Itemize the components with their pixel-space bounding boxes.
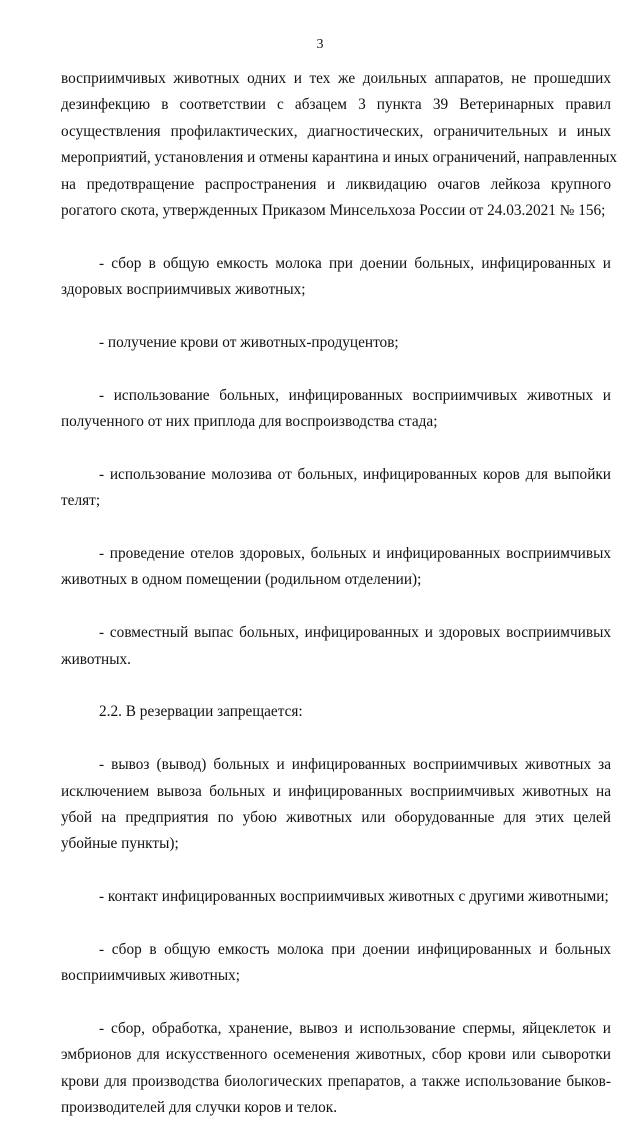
text-line: - вывоз (вывод) больных и инфицированных восприимчивых животных за [99, 756, 611, 774]
text-line: - сбор, обработка, хранение, вывоз и использование спермы, яйцеклеток и [99, 1020, 611, 1038]
text-line: - совместный выпас больных, инфицированных и здоровых восприимчивых [99, 624, 611, 642]
text-line: - использование молозива от больных, инфицированных коров для выпойки [99, 465, 611, 483]
paragraph-gap [61, 673, 611, 699]
paragraph [61, 752, 611, 858]
text-line: дезинфекцию в соответствии с абзацем 3 пункта 39 Ветеринарных правил [61, 96, 611, 114]
text-line: осуществления профилактических, диагностических, ограничительных и иных [61, 122, 611, 140]
text-line: восприимчивых животных; [61, 967, 241, 985]
paragraph [61, 383, 611, 436]
paragraph [61, 884, 611, 910]
text-line: производителей для случки коров и телок. [61, 1099, 338, 1117]
paragraph-gap [61, 726, 611, 752]
paragraph [61, 462, 611, 515]
paragraph-gap [61, 435, 611, 461]
paragraph [61, 1016, 611, 1122]
text-line: - сбор в общую емкость молока при доении больных, инфицированных и [99, 254, 611, 272]
text-line: телят; [61, 492, 101, 510]
paragraph-gap [61, 911, 611, 937]
text-line: исключением вывоза больных и инфицированных восприимчивых животных на [61, 782, 611, 800]
text-line: 2.2. В резервации запрещается: [99, 703, 303, 721]
text-line: - получение крови от животных-продуцентов; [99, 333, 399, 351]
text-line: убой на предприятия по убою животных или оборудованные для этих целей [61, 808, 611, 826]
text-line: эмбрионов для искусственного осеменения животных, сбор крови или сыворотки [61, 1046, 611, 1064]
text-line: - использование больных, инфицированных восприимчивых животных и [99, 386, 611, 404]
paragraph-gap [61, 990, 611, 1016]
paragraph-gap [61, 594, 611, 620]
paragraph [61, 66, 618, 224]
paragraph [61, 699, 611, 725]
paragraph-gap [61, 304, 611, 330]
text-line: - контакт инфицированных восприимчивых животных с другими животными; [99, 888, 609, 906]
text-line: на предотвращение распространения и ликвидацию очагов лейкоза крупного [61, 175, 611, 193]
text-line: крови для производства биологических препаратов, а также использование быков- [61, 1072, 611, 1090]
paragraph [61, 541, 611, 594]
paragraph [61, 937, 611, 990]
text-line: полученного от них приплода для воспроизводства стада; [61, 413, 438, 431]
text-line: - проведение отелов здоровых, больных и инфицированных восприимчивых [99, 545, 611, 563]
paragraph-gap [61, 224, 611, 250]
paragraph-gap [61, 356, 611, 382]
paragraph-gap [61, 515, 611, 541]
text-line: животных. [61, 650, 131, 668]
paragraph [61, 620, 611, 673]
page-number: 3 [316, 37, 324, 52]
text-line: мероприятий, установления и отмены карантина и иных ограничений, направленных [61, 149, 618, 167]
text-line: - сбор в общую емкость молока при доении инфицированных и больных [99, 940, 611, 958]
text-line: убойные пункты); [61, 835, 179, 853]
text-line: здоровых восприимчивых животных; [61, 281, 306, 299]
document-body [61, 66, 618, 1122]
text-line: рогатого скота, утвержденных Приказом Минсельхоза России от 24.03.2021 № 156; [61, 201, 606, 219]
paragraph [61, 251, 611, 304]
paragraph-gap [61, 858, 611, 884]
text-line: восприимчивых животных одних и тех же доильных аппаратов, не прошедших [61, 70, 611, 87]
text-line: животных в одном помещении (родильном отделении); [61, 571, 422, 589]
paragraph [61, 330, 611, 356]
